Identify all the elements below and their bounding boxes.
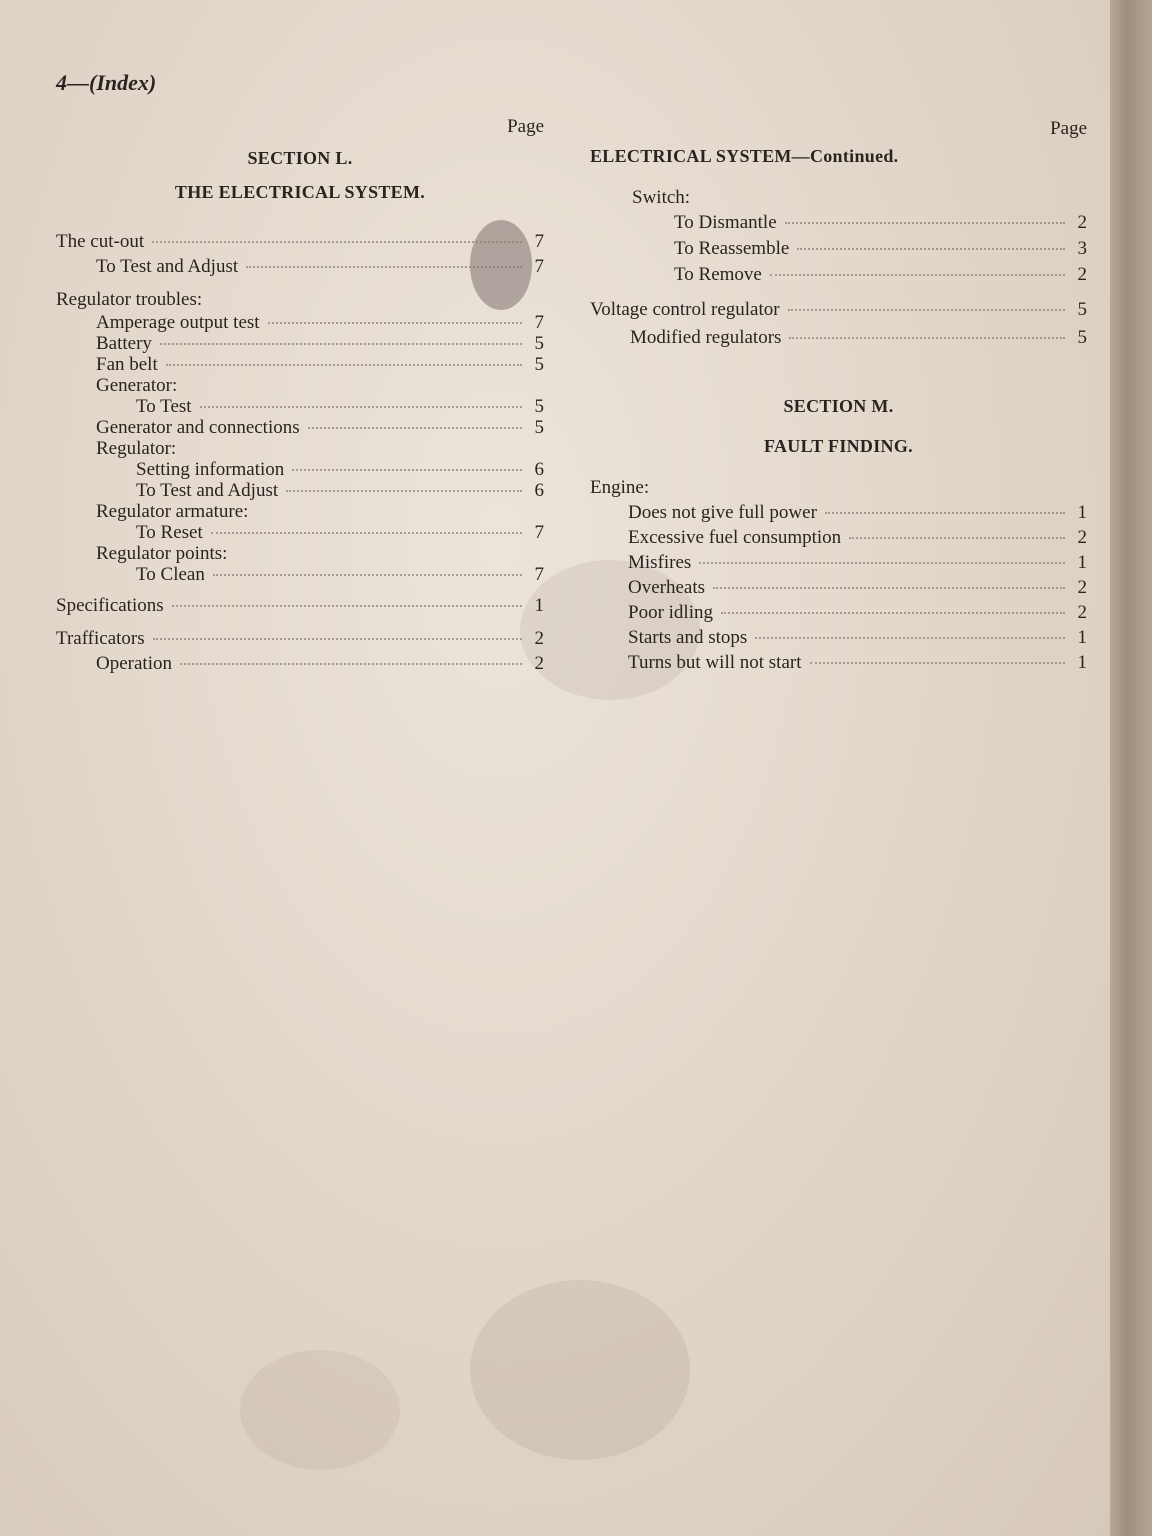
entry-label: Poor idling bbox=[628, 602, 713, 623]
group-label: Regulator troubles: bbox=[56, 289, 203, 310]
index-column-left bbox=[56, 114, 544, 676]
entry-label: Fan belt bbox=[96, 354, 158, 375]
paper-stain bbox=[240, 1350, 400, 1470]
index-entry bbox=[56, 354, 544, 375]
index-entry bbox=[56, 229, 544, 254]
section-heading: SECTION M. bbox=[783, 396, 894, 416]
leader-dots bbox=[152, 240, 522, 243]
entry-label: Generator and connections bbox=[96, 417, 300, 438]
index-entry bbox=[56, 480, 544, 501]
entry-page: 7 bbox=[534, 312, 544, 333]
book-edge bbox=[1110, 0, 1152, 1536]
leader-dots bbox=[721, 611, 1065, 614]
index-entry bbox=[56, 396, 544, 417]
page-header: 4—(Index) bbox=[56, 70, 157, 95]
index-entry bbox=[590, 525, 1087, 550]
section-title: THE ELECTRICAL SYSTEM. bbox=[174, 182, 426, 202]
page-column-label: Page bbox=[1050, 118, 1087, 139]
entry-page: 1 bbox=[1077, 627, 1087, 648]
leader-dots bbox=[153, 637, 522, 640]
entry-page: 7 bbox=[534, 231, 544, 252]
index-entry bbox=[590, 262, 1087, 288]
index-entry bbox=[590, 550, 1087, 575]
entry-label: To Test bbox=[136, 396, 192, 417]
leader-dots bbox=[213, 573, 522, 576]
leader-dots bbox=[160, 342, 522, 345]
entry-page: 2 bbox=[1077, 577, 1087, 598]
group-label: Engine: bbox=[590, 477, 650, 498]
entry-label: Trafficators bbox=[56, 628, 145, 649]
entry-page: 5 bbox=[534, 396, 544, 417]
entry-page: 5 bbox=[534, 354, 544, 375]
index-entry bbox=[56, 593, 544, 618]
leader-dots bbox=[810, 661, 1066, 664]
continued-heading: ELECTRICAL SYSTEM—Continued. bbox=[590, 146, 899, 166]
group-label: Switch: bbox=[632, 187, 691, 208]
leader-dots bbox=[180, 662, 522, 665]
entry-label: To Clean bbox=[136, 564, 205, 585]
index-entry bbox=[56, 254, 544, 279]
entry-page: 2 bbox=[1077, 602, 1087, 623]
group-label: Regulator points: bbox=[96, 543, 228, 564]
entry-label: Turns but will not start bbox=[628, 652, 802, 673]
leader-dots bbox=[755, 636, 1065, 639]
entry-page: 6 bbox=[534, 480, 544, 501]
entry-label: Overheats bbox=[628, 577, 706, 598]
index-entry bbox=[56, 312, 544, 333]
group-label: Regulator: bbox=[96, 438, 177, 459]
entry-page: 7 bbox=[534, 256, 544, 277]
leader-dots bbox=[166, 363, 522, 366]
entry-page: 7 bbox=[534, 564, 544, 585]
paper-stain bbox=[470, 1280, 690, 1460]
index-entry bbox=[590, 210, 1087, 236]
entry-label: To Reset bbox=[136, 522, 203, 543]
entry-label: The cut-out bbox=[56, 231, 145, 252]
index-entry bbox=[590, 625, 1087, 650]
entry-label: Specifications bbox=[56, 595, 164, 616]
entry-label: Voltage control regulator bbox=[590, 299, 780, 320]
leader-dots bbox=[211, 531, 522, 534]
index-entry bbox=[590, 500, 1087, 525]
entry-label: To Reassemble bbox=[674, 238, 790, 259]
section-heading: SECTION L. bbox=[247, 148, 353, 168]
entry-label: Misfires bbox=[628, 552, 692, 573]
entry-label: Does not give full power bbox=[628, 502, 817, 523]
leader-dots bbox=[849, 536, 1065, 539]
leader-dots bbox=[292, 468, 522, 471]
index-entry bbox=[56, 651, 544, 676]
index-entry bbox=[56, 522, 544, 543]
index-entry bbox=[56, 417, 544, 438]
leader-dots bbox=[246, 265, 522, 268]
entry-page: 3 bbox=[1077, 238, 1087, 259]
index-entry bbox=[590, 324, 1087, 352]
index-entry bbox=[56, 626, 544, 651]
leader-dots bbox=[825, 511, 1065, 514]
leader-dots bbox=[286, 489, 522, 492]
entry-page: 5 bbox=[534, 417, 544, 438]
entry-page: 5 bbox=[534, 333, 544, 354]
entry-page: 2 bbox=[1077, 527, 1087, 548]
leader-dots bbox=[200, 405, 522, 408]
entry-page: 7 bbox=[534, 522, 544, 543]
entry-label: To Remove bbox=[674, 264, 762, 285]
entry-page: 1 bbox=[534, 595, 544, 616]
entry-page: 1 bbox=[1077, 502, 1087, 523]
entry-page: 1 bbox=[1077, 652, 1087, 673]
entry-label: Starts and stops bbox=[628, 627, 748, 648]
entry-page: 2 bbox=[1077, 212, 1087, 233]
entry-page: 5 bbox=[1077, 299, 1087, 320]
group-label: Regulator armature: bbox=[96, 501, 249, 522]
leader-dots bbox=[785, 221, 1065, 224]
entry-label: Operation bbox=[96, 653, 172, 674]
entry-label: Excessive fuel consumption bbox=[628, 527, 842, 548]
section-title: FAULT FINDING. bbox=[764, 436, 913, 456]
entry-label: Amperage output test bbox=[96, 312, 260, 333]
index-entry bbox=[590, 575, 1087, 600]
entry-page: 5 bbox=[1077, 327, 1087, 348]
leader-dots bbox=[308, 426, 522, 429]
entry-label: Setting information bbox=[136, 459, 285, 480]
entry-page: 2 bbox=[534, 628, 544, 649]
index-entry bbox=[590, 650, 1087, 675]
leader-dots bbox=[713, 586, 1065, 589]
leader-dots bbox=[172, 604, 522, 607]
leader-dots bbox=[789, 336, 1065, 339]
entry-page: 6 bbox=[534, 459, 544, 480]
index-entry bbox=[590, 600, 1087, 625]
index-entry bbox=[56, 333, 544, 354]
entry-label: To Test and Adjust bbox=[96, 256, 239, 277]
index-entry bbox=[56, 564, 544, 585]
index-column-right bbox=[590, 116, 1087, 675]
entry-page: 2 bbox=[1077, 264, 1087, 285]
entry-page: 1 bbox=[1077, 552, 1087, 573]
entry-label: To Dismantle bbox=[674, 212, 777, 233]
index-entry bbox=[590, 296, 1087, 324]
leader-dots bbox=[797, 247, 1065, 250]
leader-dots bbox=[268, 321, 522, 324]
entry-label: To Test and Adjust bbox=[136, 480, 279, 501]
group-label: Generator: bbox=[96, 375, 178, 396]
index-entry bbox=[56, 459, 544, 480]
leader-dots bbox=[699, 561, 1065, 564]
page-column-label: Page bbox=[507, 116, 544, 137]
entry-label: Modified regulators bbox=[630, 327, 782, 348]
entry-label: Battery bbox=[96, 333, 152, 354]
entry-page: 2 bbox=[534, 653, 544, 674]
index-entry bbox=[590, 236, 1087, 262]
leader-dots bbox=[770, 273, 1065, 276]
leader-dots bbox=[788, 308, 1065, 311]
